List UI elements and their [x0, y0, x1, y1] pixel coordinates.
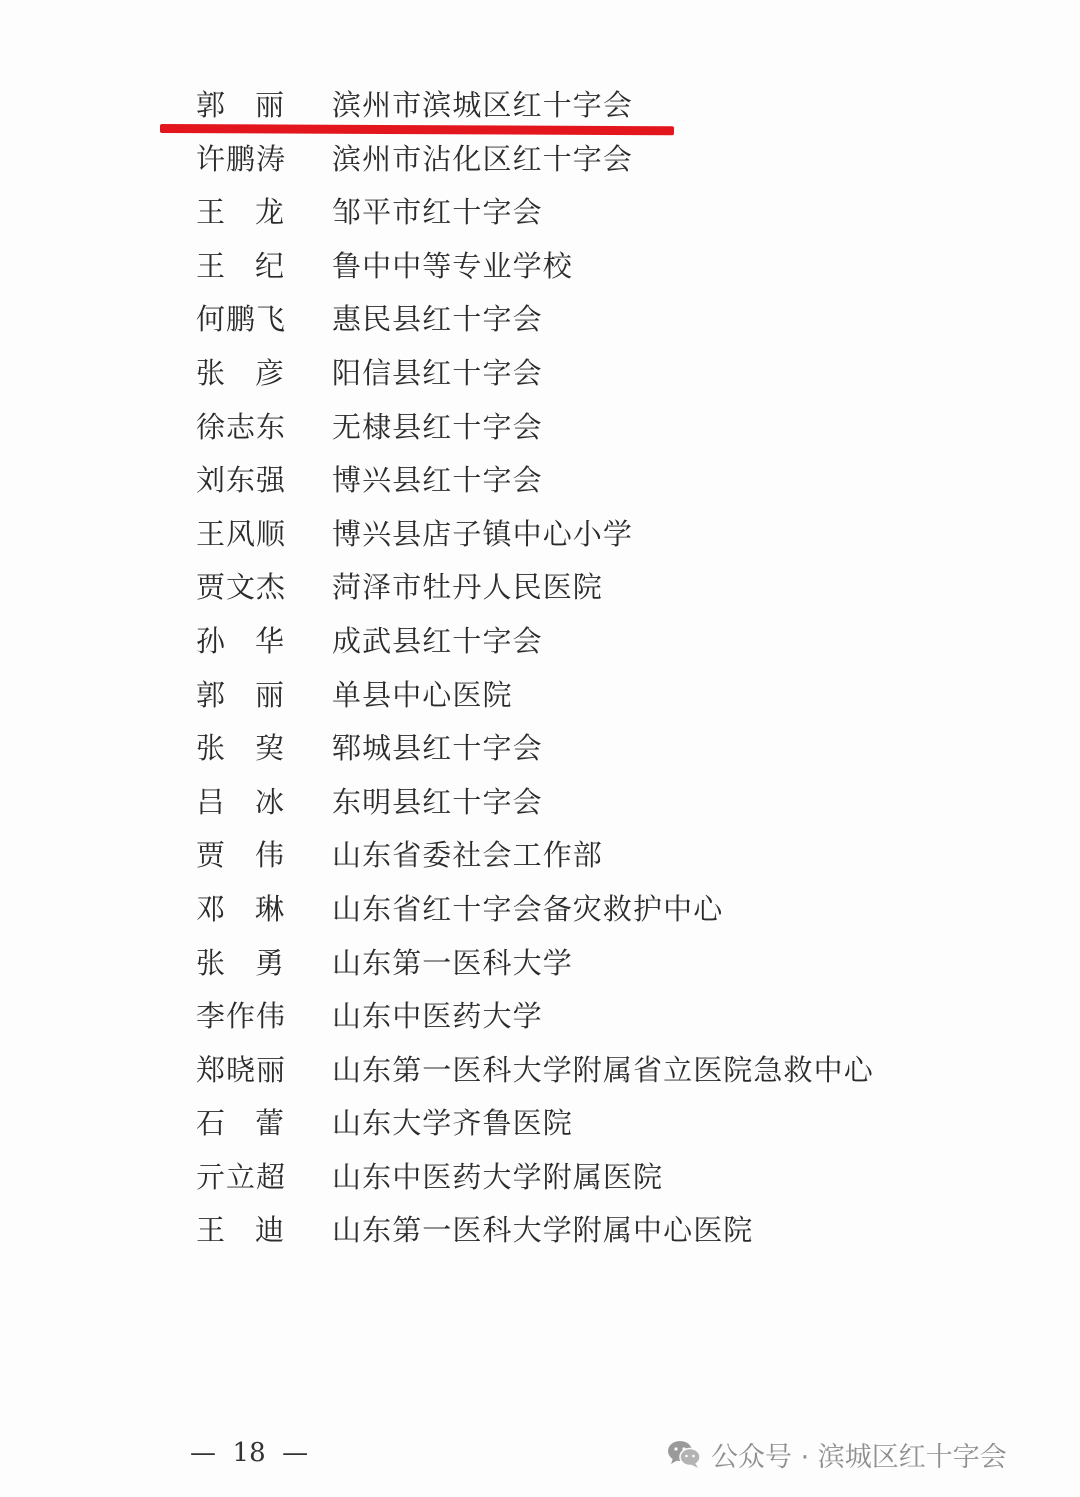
organization-name: 惠民县红十字会 [332, 302, 543, 337]
list-item [0, 505, 1080, 559]
organization-name: 山东省委社会工作部 [332, 838, 603, 873]
page-number: — 18 — [190, 1438, 309, 1468]
list-item [0, 1148, 1080, 1202]
list-item [0, 558, 1080, 612]
list-item [0, 451, 1080, 505]
person-name: 贾文杰 [196, 570, 287, 605]
organization-name: 单县中心医院 [332, 677, 513, 712]
organization-name: 山东第一医科大学附属省立医院急救中心 [332, 1052, 874, 1087]
organization-name: 成武县红十字会 [332, 623, 543, 658]
organization-name: 郓城县红十字会 [332, 731, 543, 766]
organization-name: 博兴县红十字会 [332, 463, 543, 498]
organization-name: 滨州市沾化区红十字会 [332, 141, 634, 176]
organization-name: 山东中医药大学 [332, 999, 543, 1034]
watermark [667, 1434, 1007, 1474]
list-item [0, 934, 1080, 988]
list-item [0, 880, 1080, 934]
list-item [0, 1201, 1080, 1255]
organization-name: 山东中医药大学附属医院 [332, 1159, 664, 1194]
person-name: 邓琳 [196, 891, 315, 926]
organization-name: 博兴县店子镇中心小学 [332, 516, 634, 551]
list-item [0, 719, 1080, 773]
organization-name: 山东省红十字会备灾救护中心 [332, 891, 724, 926]
person-name: 张巭 [196, 731, 315, 766]
organization-name: 山东第一医科大学 [332, 945, 573, 980]
list-item [0, 1041, 1080, 1095]
wechat-icon [667, 1439, 701, 1469]
person-name: 徐志东 [196, 409, 287, 444]
list-item [0, 1094, 1080, 1148]
list-item [0, 398, 1080, 452]
list-item [0, 130, 1080, 184]
list-item [0, 76, 1080, 130]
person-name: 王龙 [196, 195, 315, 230]
organization-name: 东明县红十字会 [332, 784, 543, 819]
person-name: 石蕾 [196, 1106, 315, 1141]
person-name: 张彦 [196, 355, 315, 390]
list-item [0, 987, 1080, 1041]
list-item [0, 237, 1080, 291]
person-name: 孙华 [196, 623, 315, 658]
organization-name: 无棣县红十字会 [332, 409, 543, 444]
person-name: 郭丽 [196, 88, 315, 122]
person-name: 郭丽 [196, 677, 315, 712]
list-item [0, 183, 1080, 237]
organization-name: 阳信县红十字会 [332, 355, 543, 390]
list-item [0, 773, 1080, 827]
organization-name: 菏泽市牡丹人民医院 [332, 570, 603, 605]
name-list [0, 76, 1080, 1255]
person-name: 郑晓丽 [196, 1052, 287, 1087]
list-item [0, 344, 1080, 398]
list-item [0, 666, 1080, 720]
organization-name: 山东大学齐鲁医院 [332, 1106, 573, 1141]
organization-name: 邹平市红十字会 [332, 195, 543, 230]
list-item [0, 826, 1080, 880]
person-name: 许鹏涛 [196, 141, 287, 176]
list-item [0, 612, 1080, 666]
person-name: 王迪 [196, 1213, 315, 1248]
organization-name: 滨州市滨城区红十字会 [332, 88, 634, 122]
person-name: 李作伟 [196, 999, 287, 1034]
watermark-text: 公众号 · 滨城区红十字会 [711, 1441, 1007, 1473]
person-name: 张勇 [196, 945, 315, 980]
person-name: 王纪 [196, 248, 315, 283]
organization-name: 山东第一医科大学附属中心医院 [332, 1213, 754, 1248]
person-name: 贾伟 [196, 838, 315, 873]
person-name: 刘东强 [196, 463, 287, 498]
list-item [0, 290, 1080, 344]
person-name: 何鹏飞 [196, 302, 287, 337]
person-name: 王风顺 [196, 516, 287, 551]
person-name: 亓立超 [196, 1159, 287, 1194]
organization-name: 鲁中中等专业学校 [332, 248, 573, 283]
person-name: 吕冰 [196, 784, 315, 819]
